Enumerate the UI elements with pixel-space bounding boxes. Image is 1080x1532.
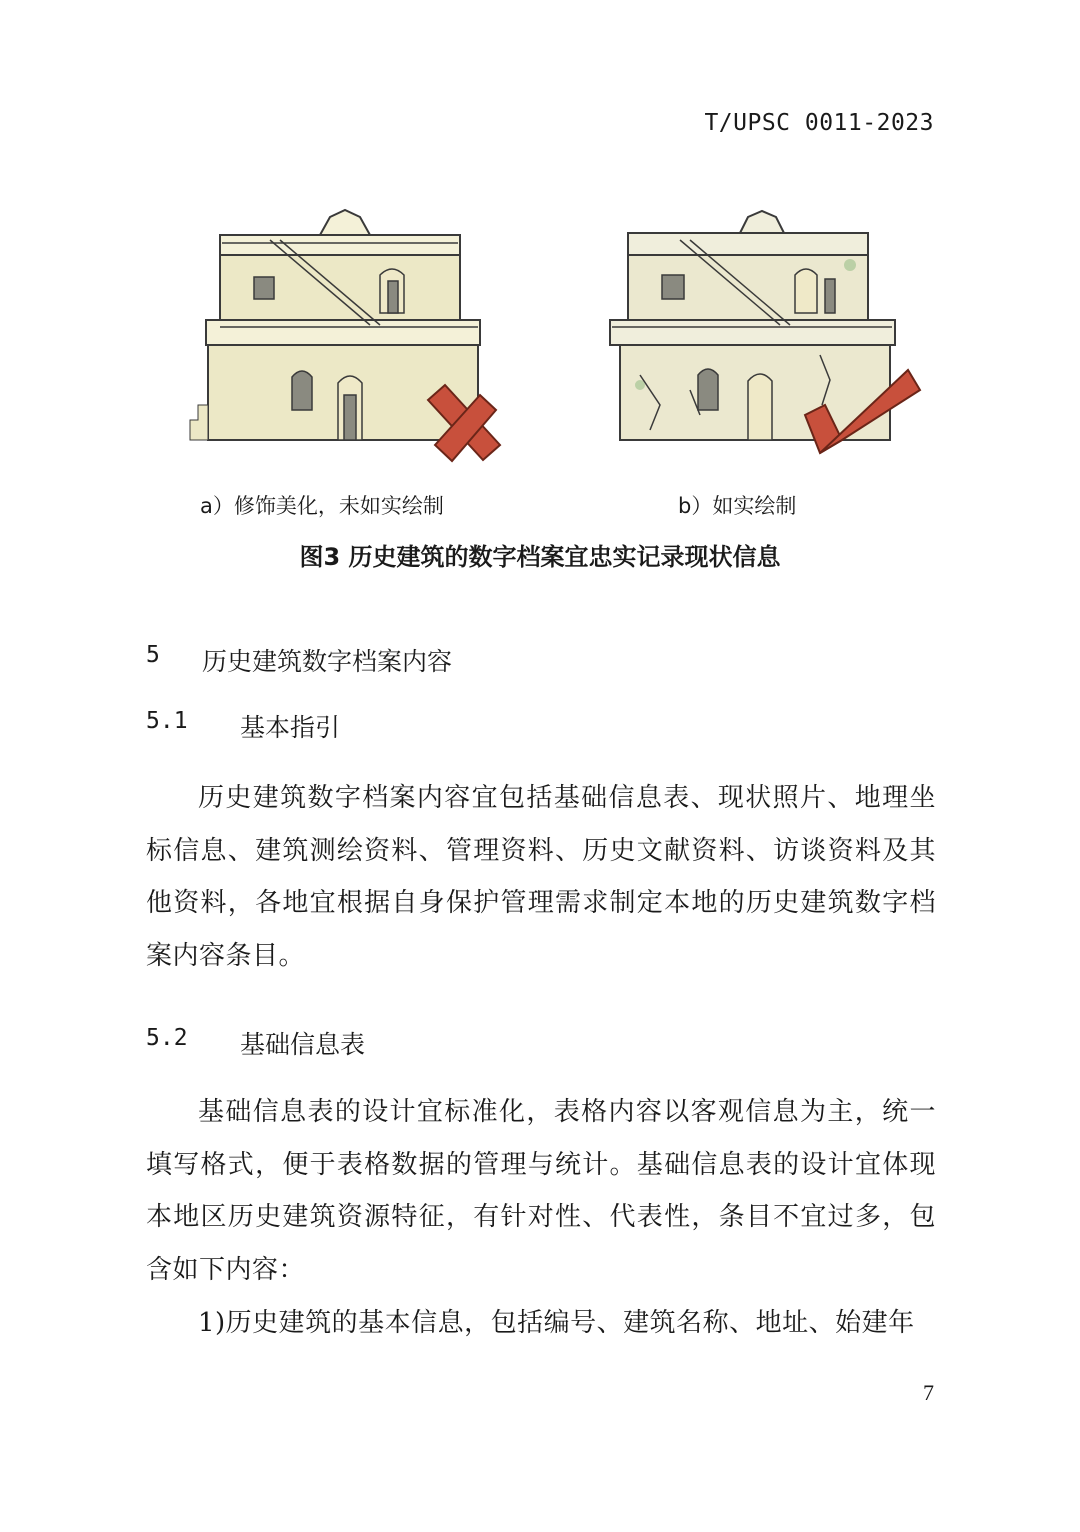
section-5-1-heading bbox=[146, 708, 340, 744]
paragraph-list-item-1: 1)历史建筑的基本信息，包括编号、建筑名称、地址、始建年 bbox=[198, 1308, 915, 1338]
subcaption-a: a）修饰美化，未如实绘制 bbox=[200, 494, 444, 518]
standard-code: T/UPSC 0011-2023 bbox=[704, 110, 934, 136]
section-5-2-heading bbox=[146, 1025, 365, 1061]
building-sketch-idealized bbox=[180, 205, 510, 465]
section-5-heading bbox=[146, 642, 452, 678]
paragraph-basic-info-table: 基础信息表的设计宜标准化，表格内容以客观信息为主，统一填写格式，便于表格数据的管理与统计。基础信息表的设计宜体现本地区历史建筑资源特征，有针对性、代表性，条目不宜过多，包含如下内容： bbox=[146, 1097, 936, 1285]
section-number: 5.2 bbox=[146, 1025, 188, 1051]
section-number: 5 bbox=[146, 642, 160, 668]
section-title: 基础信息表 bbox=[240, 1030, 366, 1059]
page-number: 7 bbox=[923, 1380, 934, 1405]
section-title: 基本指引 bbox=[240, 713, 341, 742]
section-title: 历史建筑数字档案内容 bbox=[202, 647, 453, 676]
subcaption-b: b）如实绘制 bbox=[678, 494, 797, 518]
section-number: 5.1 bbox=[146, 708, 188, 734]
figure-caption: 图3 历史建筑的数字档案宜忠实记录现状信息 bbox=[299, 543, 781, 571]
building-sketch-actual bbox=[580, 205, 925, 465]
paragraph-basic-guidance: 历史建筑数字档案内容宜包括基础信息表、现状照片、地理坐标信息、建筑测绘资料、管理资料、历史文献资料、访谈资料及其他资料，各地宜根据自身保护管理需求制定本地的历史建筑数字档案内容条目。 bbox=[146, 783, 936, 971]
